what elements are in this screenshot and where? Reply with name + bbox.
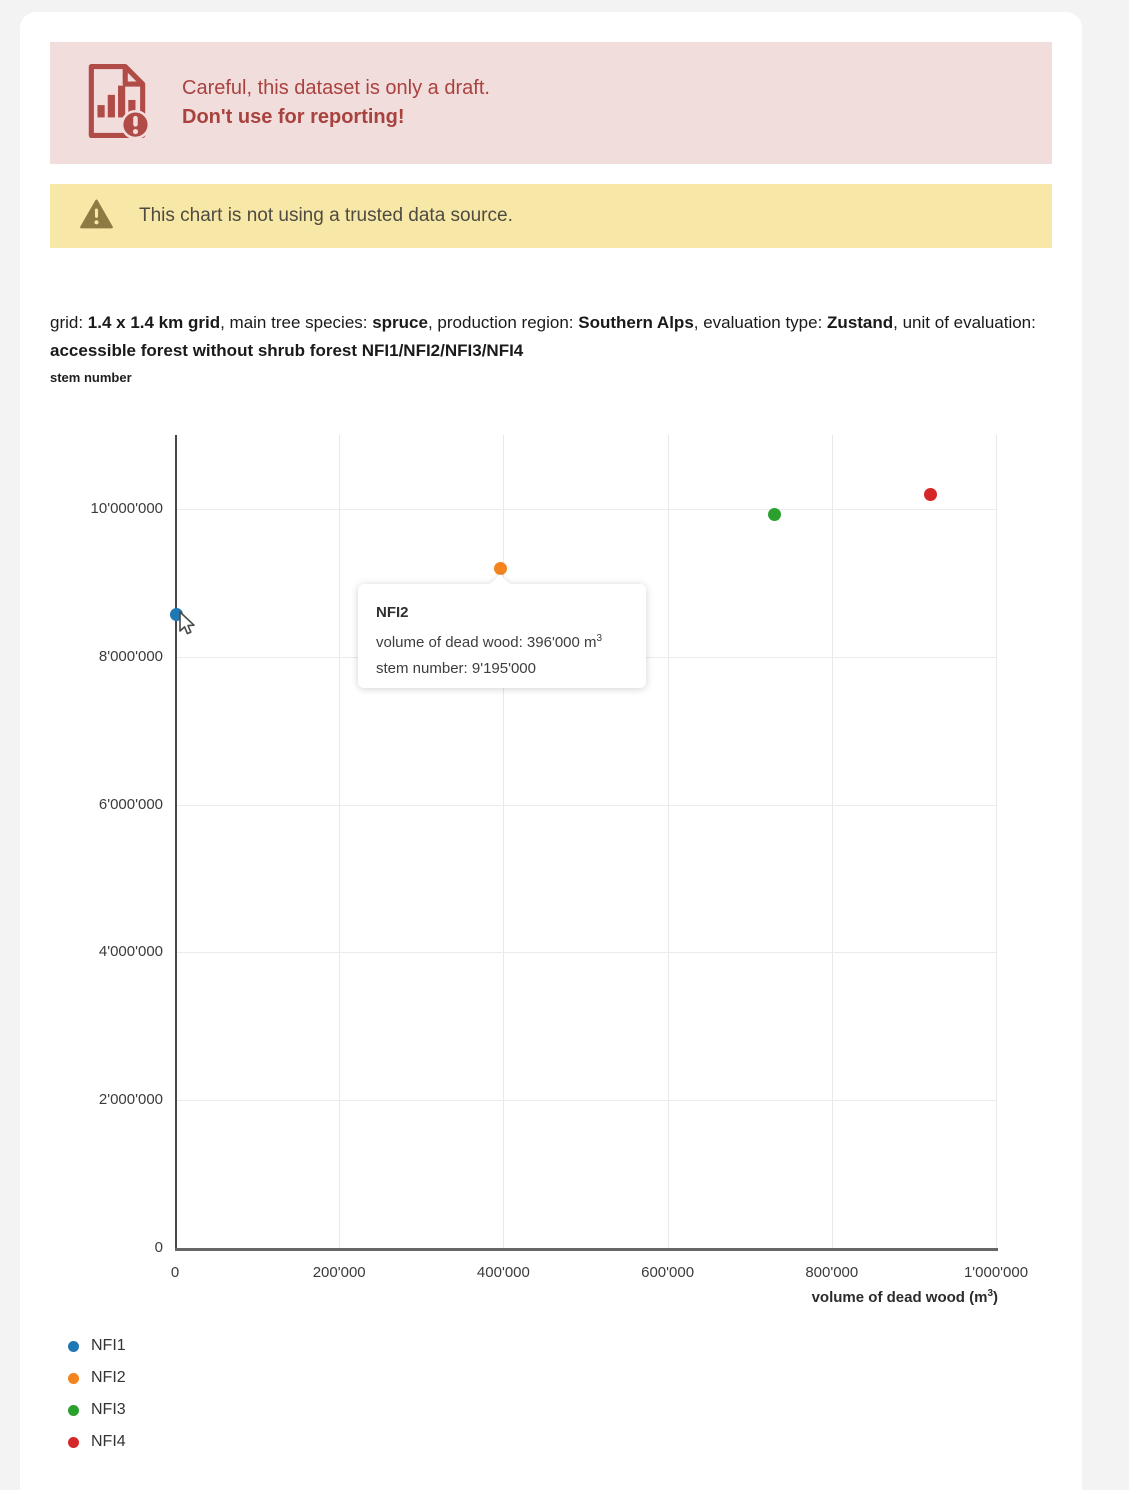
data-point-nfi3[interactable] bbox=[768, 508, 781, 521]
legend-label: NFI1 bbox=[91, 1337, 126, 1354]
y-tick-label: 8'000'000 bbox=[98, 647, 163, 665]
x-axis-line bbox=[175, 1248, 998, 1251]
draft-warning-line1: Careful, this dataset is only a draft. bbox=[182, 77, 490, 99]
x-tick-label: 800'000 bbox=[805, 1264, 859, 1281]
vertical-gridline bbox=[339, 435, 340, 1248]
x-tick-label: 0 bbox=[170, 1264, 180, 1281]
x-tick-label: 1'000'000 bbox=[963, 1264, 1029, 1281]
y-tick-label: 2'000'000 bbox=[98, 1091, 163, 1109]
tooltip-row-y: stem number: 9'195'000 bbox=[376, 660, 536, 677]
draft-warning-line2: Don't use for reporting! bbox=[182, 106, 405, 128]
legend-item-nfi3[interactable] bbox=[68, 1394, 126, 1426]
chart-tooltip bbox=[358, 584, 646, 688]
horizontal-gridline bbox=[176, 509, 996, 510]
legend-dot-icon bbox=[68, 1373, 79, 1384]
legend-dot-icon bbox=[68, 1341, 79, 1352]
vertical-gridline bbox=[503, 435, 504, 1248]
x-tick-label: 200'000 bbox=[312, 1264, 366, 1281]
legend-item-nfi4[interactable] bbox=[68, 1426, 126, 1458]
legend-label: NFI3 bbox=[91, 1401, 126, 1418]
x-tick-label: 400'000 bbox=[476, 1264, 530, 1281]
trust-warning-text: This chart is not using a trusted data source. bbox=[139, 205, 513, 226]
tooltip-title: NFI2 bbox=[376, 604, 409, 621]
chart-card bbox=[20, 12, 1082, 1490]
chart-description: grid: 1.4 x 1.4 km grid, main tree species: spruce, production region: Southern Alps, evaluation type: Zustand, unit of evaluation: accessible forest without shrub forest NFI1/NFI2/NFI3/NFI4 bbox=[50, 313, 1036, 360]
x-tick-label: 600'000 bbox=[641, 1264, 695, 1281]
legend-dot-icon bbox=[68, 1437, 79, 1448]
horizontal-gridline bbox=[176, 805, 996, 806]
scatter-chart[interactable] bbox=[20, 12, 1082, 1490]
legend-label: NFI4 bbox=[91, 1433, 126, 1450]
y-tick-label: 10'000'000 bbox=[90, 499, 163, 517]
x-axis-title: volume of dead wood $(m^3)$ bbox=[811, 1288, 998, 1306]
y-axis-line bbox=[175, 435, 177, 1250]
vertical-gridline bbox=[668, 435, 669, 1248]
y-tick-label: 0 bbox=[154, 1239, 163, 1256]
mouse-cursor-icon bbox=[174, 610, 198, 643]
horizontal-gridline bbox=[176, 952, 996, 953]
legend-dot-icon bbox=[68, 1405, 79, 1416]
vertical-gridline bbox=[996, 435, 997, 1248]
legend-item-nfi2[interactable] bbox=[68, 1362, 126, 1394]
legend-label: NFI2 bbox=[91, 1369, 126, 1386]
horizontal-gridline bbox=[176, 1100, 996, 1101]
data-point-nfi4[interactable] bbox=[924, 488, 937, 501]
legend-item-nfi1[interactable] bbox=[68, 1330, 126, 1362]
y-axis-title: stem number bbox=[50, 370, 132, 385]
y-tick-label: 6'000'000 bbox=[98, 795, 163, 813]
chart-legend bbox=[68, 1330, 126, 1458]
tooltip-row-x: volume of dead wood: 396'000 $m^3$ bbox=[376, 633, 603, 651]
y-tick-label: 4'000'000 bbox=[98, 943, 163, 961]
vertical-gridline bbox=[832, 435, 833, 1248]
data-point-nfi2[interactable] bbox=[494, 562, 507, 575]
